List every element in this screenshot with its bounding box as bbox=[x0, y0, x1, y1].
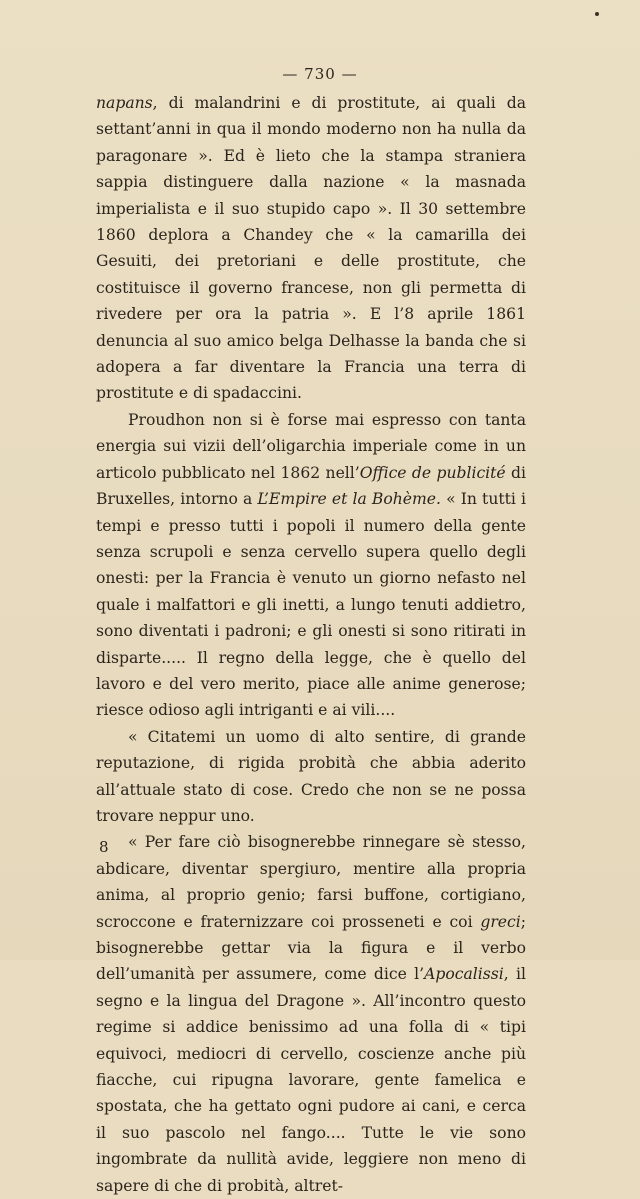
text-run: « Per fare ciò bisognerebbe rinnegare sè stesso, abdicare, diventar spergiuro, mentire alla propria anima, al proprio genio; farsi buffone, cortigiano, scroccone e fraternizzare coi prosseneti e coi bbox=[96, 833, 526, 931]
paragraph bbox=[96, 829, 526, 1199]
text-run: ; bisognerebbe gettar via la figura e il verbo dell’umanità per assumere, come dice l’ bbox=[96, 912, 526, 984]
text-run: di Bruxelles, intorno a bbox=[96, 463, 527, 509]
italic-text: Office de publicité bbox=[359, 463, 506, 482]
text-run: « Citatemi un uomo di alto sentire, di grande reputazione, di rigida probità che abbia aderito all’attuale stato di cose. Credo che non se ne possa trovare neppur uno. bbox=[96, 727, 526, 825]
italic-text: greci bbox=[480, 912, 521, 931]
italic-text: Apocalissi bbox=[424, 965, 504, 984]
page-number: — 730 — bbox=[282, 65, 358, 83]
text-run: , il segno e la lingua del Dragone ». All’incontro questo regime si addice benissimo ad una folla di « tipi equivoci, mediocri di cervello, coscienze anche più fiacche, cui ripugna lavorare, gente famelica e spostata, che ha gettato ogni pudore ai cani, e cerca il suo pascolo nel fango.... Tutte le vie sono ingombrate da nullità avide, leggiere non meno di sapere di che di probità, altret- bbox=[96, 965, 526, 1195]
paragraph bbox=[96, 90, 526, 407]
text-run: Proudhon non si è forse mai espresso con tanta energia sui vizii dell’oligarchia imperiale come in un articolo pubblicato nel 1862 nell’ bbox=[96, 410, 526, 482]
paragraph bbox=[96, 407, 526, 724]
ink-speck bbox=[595, 12, 599, 16]
italic-text: L’Empire et la Bohème. bbox=[257, 490, 441, 509]
paragraph bbox=[96, 724, 526, 830]
text-run: « In tutti i tempi e presso tutti i popoli il numero della gente senza scrupoli e senza cervello supera quello degli onesti: per la Francia è venuto un giorno nefasto nel quale i malfattori e gli inetti, a lungo tenuti addietro, sono diventati i padroni; e gli onesti si sono ritirati in disparte..... Il regno della legge, che è quello del lavoro e del vero merito, piace alle anime generose; riesce odioso agli intriganti e ai vili.... bbox=[96, 490, 526, 720]
italic-text: napans bbox=[96, 94, 153, 112]
printer-signature-mark: 8 bbox=[99, 838, 109, 856]
body-text bbox=[96, 90, 526, 1199]
text-run: , di malandrini e di prostitute, ai quali da settant’anni in qua il mondo moderno non ha nulla da paragonare ». Ed è lieto che la stampa straniera sappia distinguere dalla nazione « la masnada imperialista e il suo stupido capo ». Il 30 settembre 1860 deplora a Chandey che « la camarilla dei Gesuiti, dei pretoriani e delle prostitute, che costituisce il governo francese, non gli permetta di rivedere per ora la patria ». E l’8 aprile 1861 denuncia al suo amico belga Delhasse la banda che si adopera a far diventare la Francia una terra di prostitute e di spadaccini. bbox=[96, 94, 526, 403]
